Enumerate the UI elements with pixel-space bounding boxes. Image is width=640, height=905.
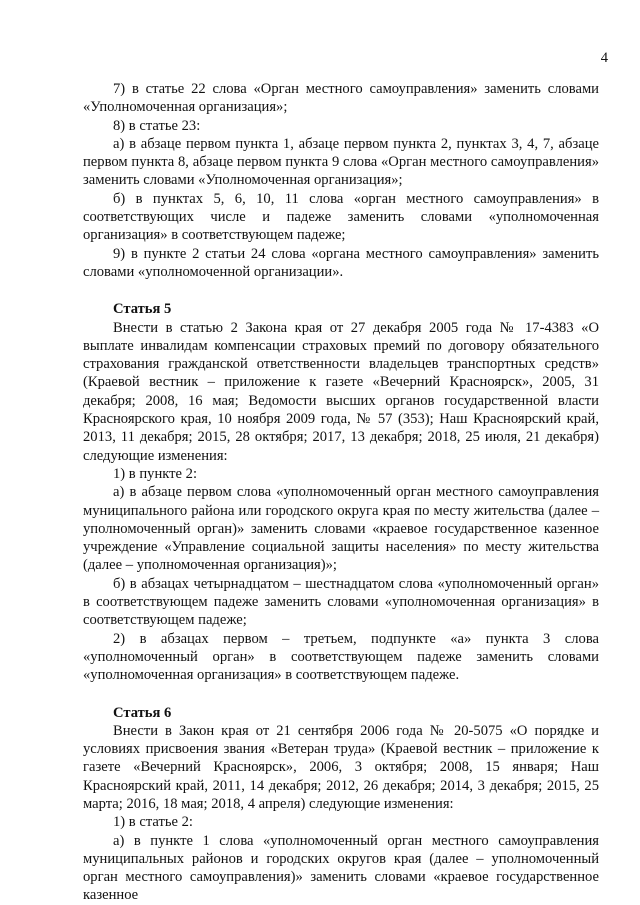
paragraph: 2) в абзацах первом – третьем, подпункте «а» пункта 3 слова «уполномоченный орган» в соответствующем падеже заменить словами «уполномоченная организация» в соответствующем падеже. <box>83 630 599 684</box>
paragraph: б) в пунктах 5, 6, 10, 11 слова «орган местного самоуправления» в соответствующих числе и падеже заменить словами «уполномоченная организация» в соответствующем падеже; <box>83 190 599 244</box>
paragraph: 8) в статье 23: <box>113 117 201 134</box>
paragraph: Внести в статью 2 Закона края от 27 декабря 2005 года № 17-4383 «О выплате инвалидам компенсации страховых премий по договору обязательного страхования гражданской ответственности владельцев транспортных средств» (Краевой вестник – приложение к газете «Вечерний Красноярск», 2005, 31 декабря; 2008, 16 мая; Ведомости высших органов государственной власти Красноярского края, 10 ноября 2009 года, № 57 (353); Наш Красноярский край, 2013, 11 декабря; 2015, 28 октября; 2017, 13 декабря; 2018, 25 июля, 21 декабря) следующие изменения: <box>83 319 599 464</box>
paragraph: 1) в пункте 2: <box>113 465 198 482</box>
page-number: 4 <box>600 50 608 66</box>
paragraph: а) в абзаце первом слова «уполномоченный орган местного самоуправления муниципального района или городского округа края по месту жительства (далее – уполномоченный орган)» заменить словами «краевое государственное казенное учреждение «Управление социальной защиты населения» по месту жительства (далее – уполномоченная организация)»; <box>83 484 599 574</box>
document-body <box>83 80 599 905</box>
paragraph: а) в абзаце первом пункта 1, абзаце первом пункта 2, пунктах 3, 4, 7, абзаце первом пункта 8, абзаце первом пункта 9 слова «Орган местного самоуправления» заменить словами «Уполномоченная организация»; <box>83 135 599 189</box>
article-5-heading: Статья 5 <box>113 301 172 318</box>
article-6-heading: Статья 6 <box>113 704 172 721</box>
paragraph: 7) в статье 22 слова «Орган местного самоуправления» заменить словами «Уполномоченная организация»; <box>83 81 599 116</box>
paragraph: 9) в пункте 2 статьи 24 слова «органа местного самоуправления» заменить словами «уполномоченной организации». <box>83 245 599 280</box>
paragraph: Внести в Закон края от 21 сентября 2006 года № 20-5075 «О порядке и условиях присвоения звания «Ветеран труда» (Краевой вестник – приложение к газете «Вечерний Красноярск», 2006, 3 октября; 2008, 15 января; Наш Красноярский край, 2011, 14 декабря; 2012, 26 декабря; 2014, 3 декабря; 2015, 25 марта; 2016, 18 мая; 2018, 4 апреля) следующие изменения: <box>83 722 599 812</box>
paragraph: 1) в статье 2: <box>113 814 193 831</box>
paragraph: б) в абзацах четырнадцатом – шестнадцатом слова «уполномоченный орган» в соответствующем падеже заменить словами «уполномоченная организация» в соответствующем падеже; <box>83 575 599 629</box>
paragraph: а) в пункте 1 слова «уполномоченный орган местного самоуправления муниципальных районов и городских округов края (далее – уполномоченный орган местного самоуправления)» заменить словами «краевое государственное казенное <box>83 832 599 904</box>
